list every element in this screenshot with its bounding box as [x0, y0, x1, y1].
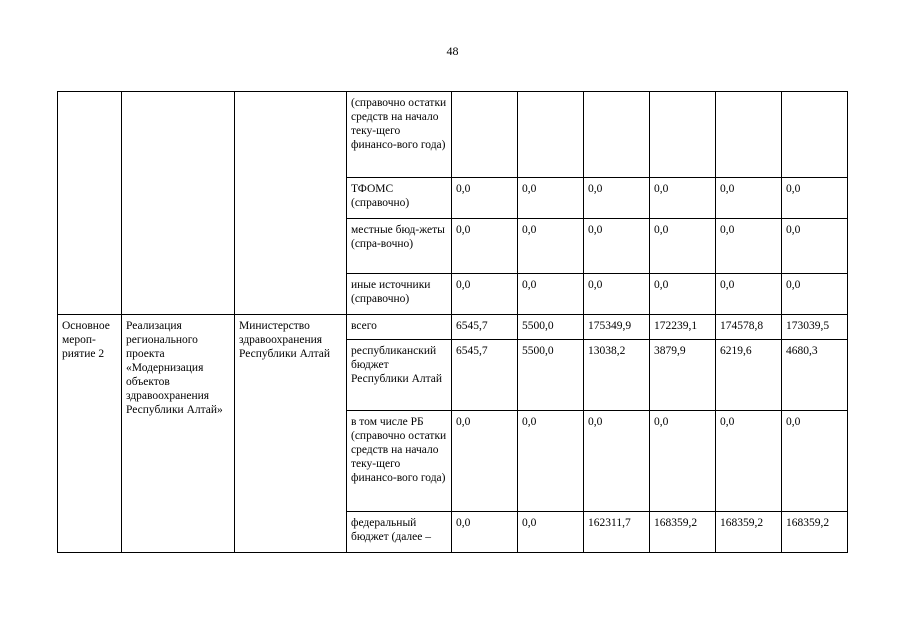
value-cell: 0,0	[584, 411, 650, 512]
value-cell: 0,0	[518, 512, 584, 553]
budget-table	[57, 91, 848, 553]
value-cell: 0,0	[518, 411, 584, 512]
value-cell: 4680,3	[782, 340, 848, 411]
table-body	[58, 92, 848, 553]
value-cell: 0,0	[782, 219, 848, 274]
value-cell: 0,0	[782, 411, 848, 512]
value-cell: 0,0	[716, 178, 782, 219]
value-cell	[584, 92, 650, 178]
table-row	[58, 315, 848, 340]
value-cell	[518, 92, 584, 178]
value-cell: 5500,0	[518, 340, 584, 411]
funding-source: в том числе РБ (справочно остатки средств на начало теку-щего финансо-вого года)	[347, 411, 452, 512]
value-cell: 13038,2	[584, 340, 650, 411]
value-cell: 0,0	[452, 512, 518, 553]
value-cell: 0,0	[518, 219, 584, 274]
value-cell: 0,0	[584, 274, 650, 315]
page-number: 48	[446, 44, 459, 58]
executor-cell-continued	[235, 92, 347, 315]
value-cell: 162311,7	[584, 512, 650, 553]
measure-number: Основное мероп-риятие 2	[58, 315, 122, 553]
value-cell: 174578,8	[716, 315, 782, 340]
funding-source: местные бюд-жеты (спра-вочно)	[347, 219, 452, 274]
value-cell: 168359,2	[650, 512, 716, 553]
value-cell: 0,0	[650, 219, 716, 274]
value-cell: 6219,6	[716, 340, 782, 411]
value-cell: 0,0	[782, 274, 848, 315]
value-cell: 5500,0	[518, 315, 584, 340]
value-cell: 0,0	[716, 411, 782, 512]
measure-name: Реализация регионального проекта «Модернизация объектов здравоохранения Республики Алтай»	[122, 315, 235, 553]
value-cell: 168359,2	[782, 512, 848, 553]
value-cell: 0,0	[518, 178, 584, 219]
value-cell: 0,0	[584, 178, 650, 219]
value-cell: 0,0	[650, 411, 716, 512]
value-cell	[782, 92, 848, 178]
value-cell: 0,0	[716, 274, 782, 315]
value-cell: 0,0	[650, 178, 716, 219]
measure-name-cell-continued	[122, 92, 235, 315]
measure-number-cell-continued	[58, 92, 122, 315]
funding-source: ТФОМС (справочно)	[347, 178, 452, 219]
value-cell	[716, 92, 782, 178]
value-cell: 0,0	[650, 274, 716, 315]
value-cell: 0,0	[452, 178, 518, 219]
value-cell: 0,0	[782, 178, 848, 219]
funding-source: (справочно остатки средств на начало теку-щего финансо-вого года)	[347, 92, 452, 178]
value-cell: 0,0	[452, 219, 518, 274]
value-cell	[650, 92, 716, 178]
funding-source: всего	[347, 315, 452, 340]
funding-source: иные источники (справочно)	[347, 274, 452, 315]
value-cell: 0,0	[452, 411, 518, 512]
value-cell: 173039,5	[782, 315, 848, 340]
value-cell: 3879,9	[650, 340, 716, 411]
value-cell: 6545,7	[452, 340, 518, 411]
value-cell: 6545,7	[452, 315, 518, 340]
value-cell: 0,0	[584, 219, 650, 274]
funding-source: республиканский бюджет Республики Алтай	[347, 340, 452, 411]
funding-source: федеральный бюджет (далее –	[347, 512, 452, 553]
value-cell: 172239,1	[650, 315, 716, 340]
value-cell	[452, 92, 518, 178]
value-cell: 175349,9	[584, 315, 650, 340]
value-cell: 0,0	[518, 274, 584, 315]
value-cell: 168359,2	[716, 512, 782, 553]
value-cell: 0,0	[452, 274, 518, 315]
table-row	[58, 92, 848, 178]
measure-executor: Министерство здравоохранения Республики Алтай	[235, 315, 347, 553]
value-cell: 0,0	[716, 219, 782, 274]
